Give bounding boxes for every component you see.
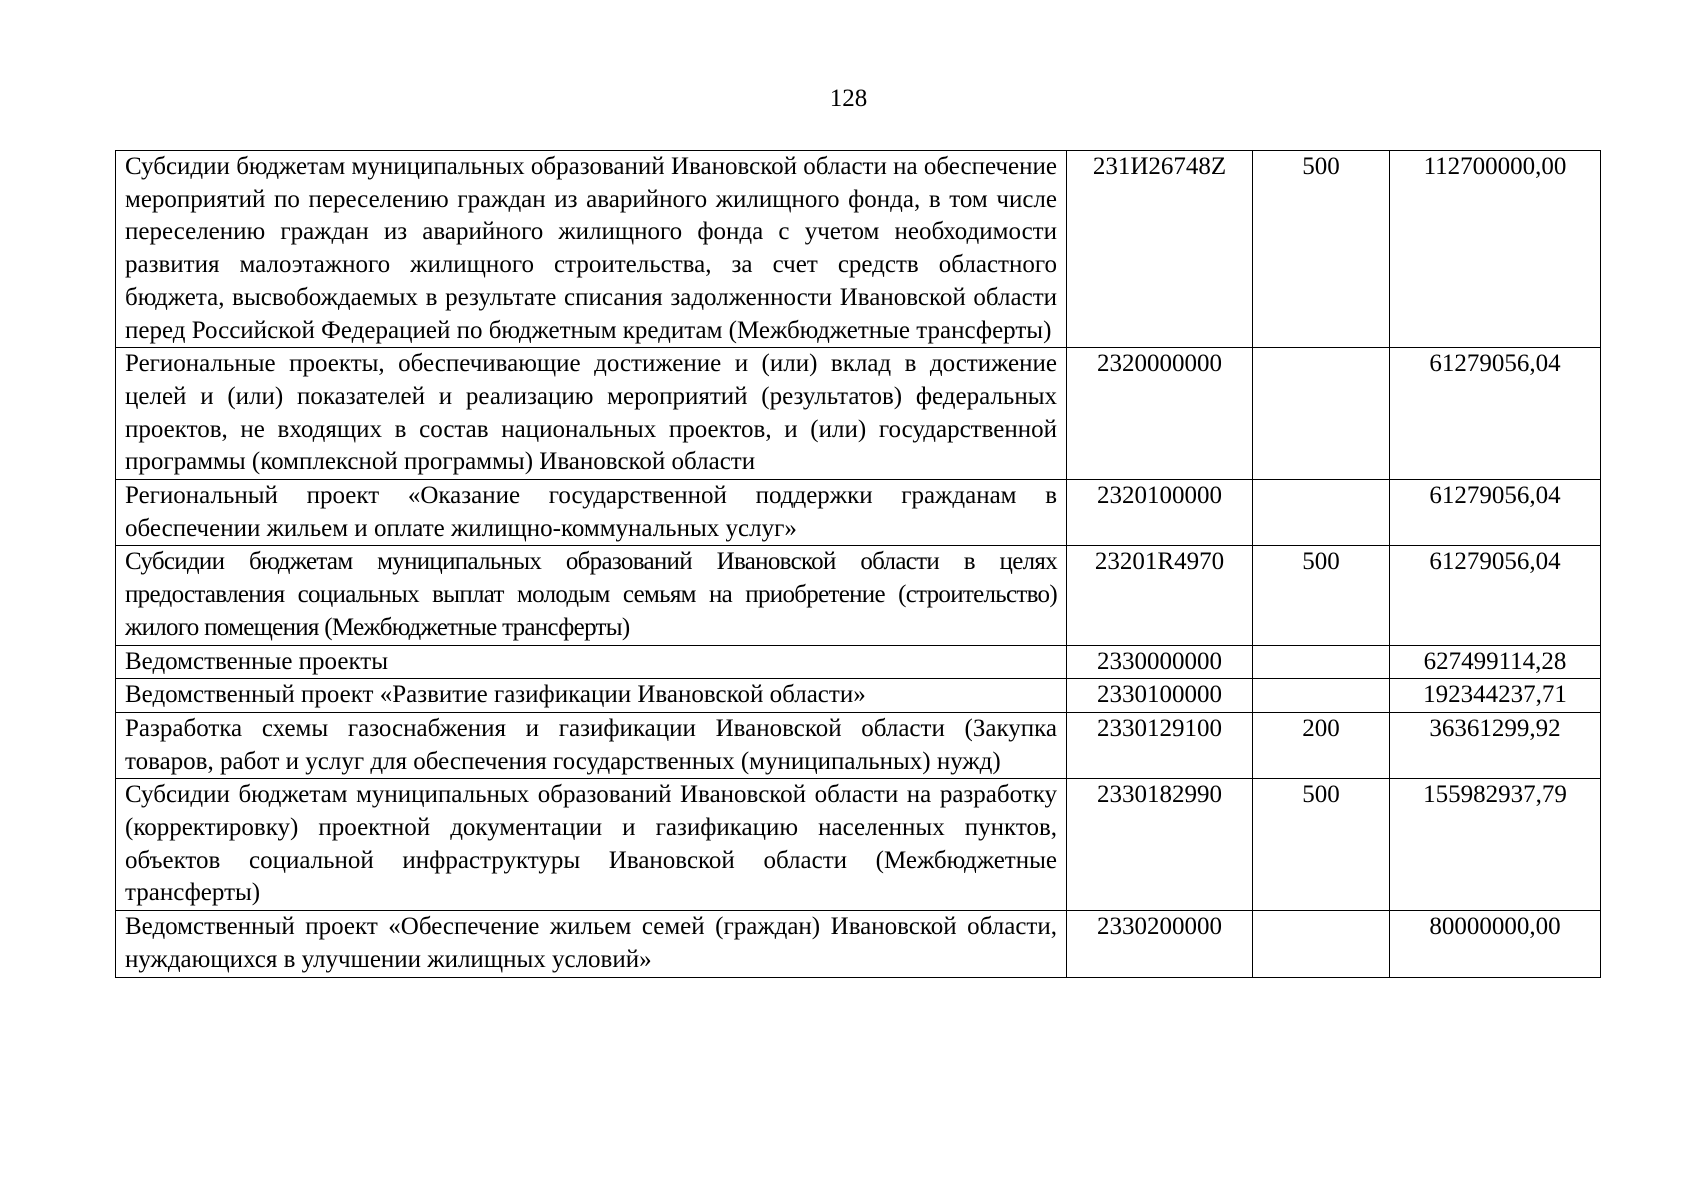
row-amount: 61279056,04: [1390, 546, 1601, 645]
row-description: Ведомственные проекты: [116, 645, 1067, 679]
row-amount: 61279056,04: [1390, 348, 1601, 480]
table-row: [116, 679, 1601, 713]
row-description: Региональный проект «Оказание государственной поддержки гражданам в обеспечении жильем и оплате жилищно-коммунальных услуг»: [116, 480, 1067, 546]
budget-table: [115, 150, 1601, 978]
row-amount: 36361299,92: [1390, 712, 1601, 778]
row-expense-type: 500: [1253, 546, 1390, 645]
row-expense-type: 500: [1253, 779, 1390, 911]
row-code: 2330100000: [1067, 679, 1253, 713]
row-amount: 80000000,00: [1390, 911, 1601, 977]
row-amount: 112700000,00: [1390, 151, 1601, 348]
table-row: [116, 911, 1601, 977]
table-row: [116, 645, 1601, 679]
row-code: 23201R4970: [1067, 546, 1253, 645]
row-description: Субсидии бюджетам муниципальных образований Ивановской области на разработку (корректировку) проектной документации и газификацию населенных пунктов, объектов социальной инфраструктуры Ивановской области (Межбюджетные трансферты): [116, 779, 1067, 911]
table-row: [116, 480, 1601, 546]
row-expense-type: [1253, 348, 1390, 480]
row-description: Ведомственный проект «Развитие газификации Ивановской области»: [116, 679, 1067, 713]
row-code: 2330200000: [1067, 911, 1253, 977]
row-description: Субсидии бюджетам муниципальных образований Ивановской области на обеспечение мероприятий по переселению граждан из аварийного жилищного фонда, в том числе переселению граждан из аварийного жилищного фонда с учетом необходимости развития малоэтажного жилищного строительства, за счет средств областного бюджета, высвобождаемых в результате списания задолженности Ивановской области перед Российской Федерацией по бюджетным кредитам (Межбюджетные трансферты): [116, 151, 1067, 348]
row-code: 2330182990: [1067, 779, 1253, 911]
row-code: 231И26748Z: [1067, 151, 1253, 348]
table-row: [116, 151, 1601, 348]
row-expense-type: 200: [1253, 712, 1390, 778]
row-code: 2330129100: [1067, 712, 1253, 778]
row-expense-type: 500: [1253, 151, 1390, 348]
row-code: 2330000000: [1067, 645, 1253, 679]
table-row: [116, 779, 1601, 911]
row-expense-type: [1253, 679, 1390, 713]
row-description: Субсидии бюджетам муниципальных образований Ивановской области в целях предоставления социальных выплат молодым семьям на приобретение (строительство) жилого помещения (Межбюджетные трансферты): [116, 546, 1067, 645]
row-amount: 192344237,71: [1390, 679, 1601, 713]
row-code: 2320100000: [1067, 480, 1253, 546]
table-row: [116, 712, 1601, 778]
table-row: [116, 546, 1601, 645]
row-expense-type: [1253, 911, 1390, 977]
row-amount: 155982937,79: [1390, 779, 1601, 911]
page-number: 128: [829, 85, 868, 112]
row-expense-type: [1253, 645, 1390, 679]
row-description: Региональные проекты, обеспечивающие достижение и (или) вклад в достижение целей и (или) показателей и реализацию мероприятий (результатов) федеральных проектов, не входящих в состав национальных проектов, и (или) государственной программы (комплексной программы) Ивановской области: [116, 348, 1067, 480]
row-description: Ведомственный проект «Обеспечение жильем семей (граждан) Ивановской области, нуждающихся в улучшении жилищных условий»: [116, 911, 1067, 977]
row-code: 2320000000: [1067, 348, 1253, 480]
row-description: Разработка схемы газоснабжения и газификации Ивановской области (Закупка товаров, работ и услуг для обеспечения государственных (муниципальных) нужд): [116, 712, 1067, 778]
row-amount: 61279056,04: [1390, 480, 1601, 546]
row-amount: 627499114,28: [1390, 645, 1601, 679]
row-expense-type: [1253, 480, 1390, 546]
table-row: [116, 348, 1601, 480]
